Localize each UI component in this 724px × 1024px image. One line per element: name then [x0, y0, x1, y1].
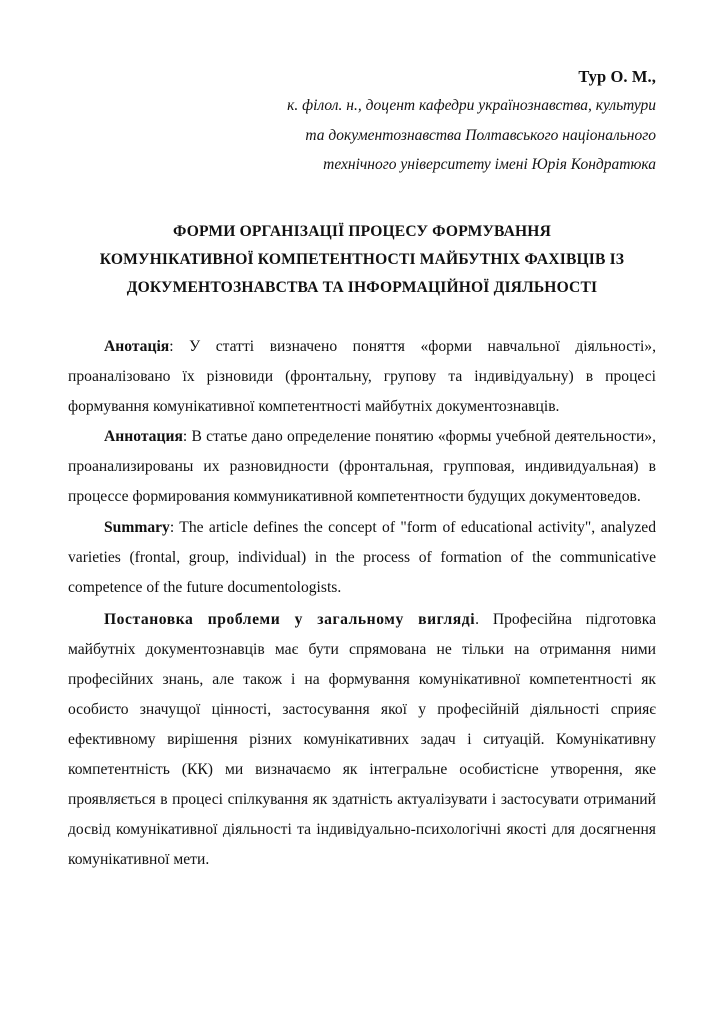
body-paragraph-text: Професійна підготовка майбутніх документознавців має бути спрямована не тільки на отримання ними професійних знань, але також і на формування комунікативної компетентності як особисто значущої цінності, застосування якої у професійній діяльності сприяє ефективному вирішення різних комунікативних задач і ситуацій. Комунікативну компетентність (КК) ми визначаємо як інтегральне особистісне утворення, яке проявляється в процесі спілкування як здатність актуалізувати і застосувати отриманий досвід комунікативної діяльності та індивідуально-психологічні якості для досягнення комунікативної мети.	[68, 610, 657, 868]
abstract-english	[68, 513, 656, 603]
body-paragraph-separator: .	[475, 610, 493, 628]
abstract-english-separator: :	[169, 518, 180, 536]
abstract-ukrainian	[68, 332, 656, 422]
author-affiliation-line-1: к. філол. н., доцент кафедри українознавства, культури	[287, 97, 656, 114]
abstract-english-label: Summary	[104, 518, 170, 536]
body-paragraph-problem-statement	[68, 605, 656, 875]
author-header	[68, 0, 656, 180]
page-title	[68, 218, 656, 302]
title-line-1: ФОРМИ ОРГАНІЗАЦІЇ ПРОЦЕСУ ФОРМУВАННЯ	[172, 222, 551, 240]
abstract-russian-text: В статье дано определение понятию «формы учебной деятельности», проанализированы их разновидности (фронтальная, групповая, индивидуальная) в процессе формирования коммуникативной компетентности будущих документоведов.	[68, 428, 656, 505]
abstract-ukrainian-separator: :	[169, 337, 190, 355]
abstract-ukrainian-label: Анотація	[104, 337, 170, 355]
author-affiliation-line-3: технічного університету імені Юрія Кондратюка	[323, 156, 656, 173]
abstract-russian-label: Аннотация	[104, 428, 183, 445]
page-content	[68, 0, 656, 875]
title-line-2: КОМУНІКАТИВНОЇ КОМПЕТЕНТНОСТІ МАЙБУТНІХ ФАХІВЦІВ ІЗ	[99, 250, 625, 268]
abstract-ukrainian-text: У статті визначено поняття «форми навчальної діяльності», проаналізовано їх різновиди (фронтальну, групову та індивідуальну) в процесі формування комунікативної компетентності майбутніх документознавців.	[68, 337, 656, 415]
abstract-english-text: The article defines the concept of "form of educational activity", analyzed varieties (frontal, group, individual) in the process of formation of the communicative competence of the future documentologists.	[68, 518, 656, 596]
author-affiliation-line-2: та документознавства Полтавського національного	[305, 126, 656, 144]
body-paragraph-label: Постановка проблеми у загальному вигляді	[104, 610, 476, 628]
title-line-3: ДОКУМЕНТОЗНАВСТВА ТА ІНФОРМАЦІЙНОЇ ДІЯЛЬНОСТІ	[126, 278, 598, 296]
author-name: Тур О. М.,	[578, 67, 656, 86]
abstract-russian	[68, 422, 656, 512]
abstract-russian-separator: :	[182, 428, 192, 445]
